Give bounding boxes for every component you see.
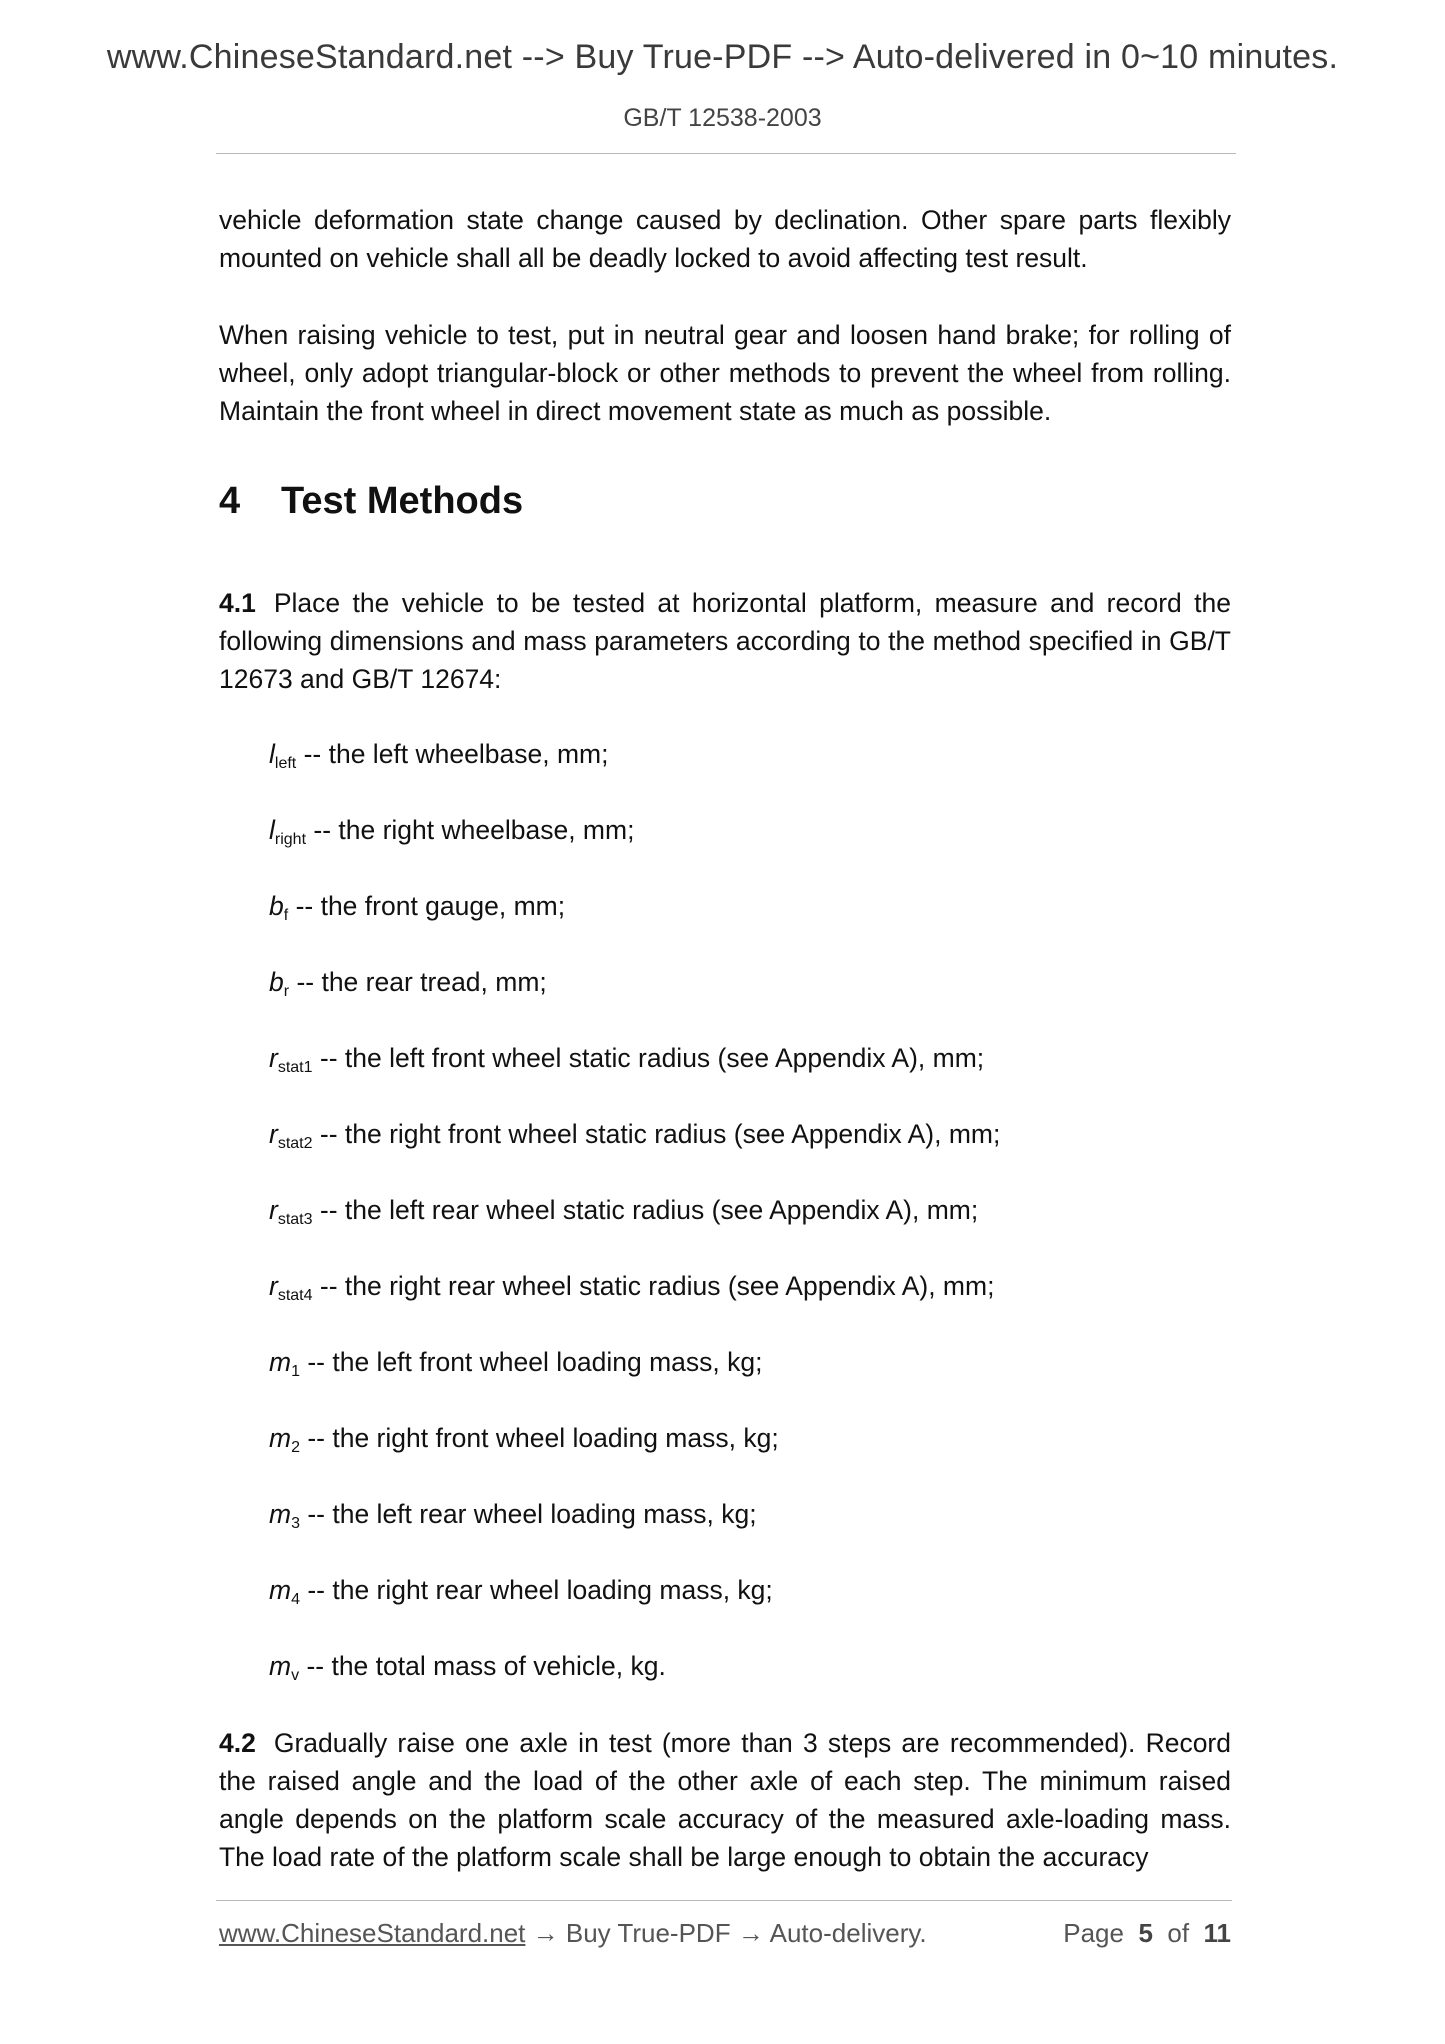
clause-4-1 [219, 584, 1231, 698]
subscript: 4 [291, 1591, 300, 1608]
symbol: r [269, 1043, 278, 1073]
page-indicator [1063, 1918, 1231, 1949]
paragraph-raising-vehicle: When raising vehicle to test, put in neutral gear and loosen hand brake; for rolling of wheel, only adopt triangular-block or other methods to prevent the wheel from rolling. Maintain the front wheel in direct movement state as much as possible. [219, 320, 1231, 426]
subscript: stat3 [277, 1211, 313, 1228]
definition-text: -- the front gauge, mm; [288, 891, 566, 921]
definition-item [269, 1119, 1000, 1153]
page-footer [219, 1918, 1231, 1949]
subscript: f [283, 907, 289, 924]
definition-text: -- the left rear wheel static radius (see Appendix A), mm; [312, 1195, 979, 1225]
symbol: r [269, 1195, 278, 1225]
page-of: of [1167, 1918, 1190, 1948]
symbol: m [269, 1651, 292, 1681]
definition-text: -- the right front wheel loading mass, kg; [299, 1423, 779, 1453]
footer-divider [216, 1900, 1232, 1901]
subscript: v [291, 1667, 300, 1684]
page-total: 11 [1203, 1918, 1231, 1948]
definition-text: -- the left front wheel loading mass, kg; [299, 1347, 763, 1377]
clause-4-2 [219, 1724, 1231, 1876]
symbol: r [269, 1119, 278, 1149]
clause-text: Gradually raise one axle in test (more than 3 steps are recommended). Record the raised angle and the load of the other axle of each step. The minimum raised angle depends on the platform scale accuracy of the measured axle-loading mass. The load rate of the platform scale shall be large enough to obtain the accuracy [219, 1728, 1231, 1872]
subscript: 1 [291, 1363, 300, 1380]
definition-text: -- the rear tread, mm; [289, 967, 547, 997]
paragraph-continuation: vehicle deformation state change caused by declination. Other spare parts flexibly mounted on vehicle shall all be deadly locked to avoid affecting test result. [219, 205, 1231, 273]
symbol: l [269, 815, 275, 845]
subscript: stat1 [277, 1059, 313, 1076]
subscript: r [283, 983, 290, 1000]
symbol: b [269, 891, 284, 921]
subscript: left [274, 755, 297, 772]
subscript: 2 [291, 1439, 300, 1456]
site-banner: www.ChineseStandard.net --> Buy True-PDF --> Auto-delivered in 0~10 minutes. [106, 38, 1339, 76]
subscript: stat4 [277, 1287, 313, 1304]
symbol: r [269, 1271, 278, 1301]
subscript: stat2 [277, 1135, 313, 1152]
arrow-icon: → [737, 1918, 764, 1948]
page-label: Page [1063, 1918, 1124, 1948]
section-heading [219, 480, 523, 523]
definition-item [269, 1423, 779, 1457]
standard-code: GB/T 12538-2003 [623, 104, 822, 132]
definition-item [269, 1347, 762, 1381]
definition-item [269, 1575, 773, 1609]
footer-site-link[interactable]: www.ChineseStandard.net [219, 1918, 526, 1948]
symbol: m [269, 1499, 292, 1529]
page-current: 5 [1138, 1918, 1153, 1948]
subscript: right [274, 831, 307, 848]
symbol: m [269, 1347, 292, 1377]
footer-buy-text: Buy True-PDF [565, 1918, 731, 1948]
definition-item [269, 1271, 994, 1305]
definition-text: -- the right wheelbase, mm; [306, 815, 635, 845]
definition-item [269, 1195, 978, 1229]
definition-item [269, 1499, 757, 1533]
subscript: 3 [291, 1515, 300, 1532]
definition-text: -- the left rear wheel loading mass, kg; [299, 1499, 757, 1529]
clause-number: 4.2 [219, 1728, 256, 1758]
definition-item [269, 967, 547, 1001]
section-number: 4 [219, 480, 241, 522]
definition-item [269, 1651, 666, 1685]
symbol: b [269, 967, 284, 997]
definition-item [269, 815, 634, 849]
definition-text: -- the right rear wheel loading mass, kg; [299, 1575, 773, 1605]
clause-text: Place the vehicle to be tested at horizontal platform, measure and record the following dimensions and mass parameters according to the method specified in GB/T 12673 and GB/T 12674: [219, 588, 1231, 694]
definition-item [269, 891, 565, 925]
definition-item [269, 739, 608, 773]
definition-text: -- the right front wheel static radius (see Appendix A), mm; [312, 1119, 1001, 1149]
symbol: l [269, 739, 275, 769]
definition-text: -- the right rear wheel static radius (see Appendix A), mm; [312, 1271, 995, 1301]
header-divider [216, 153, 1236, 154]
symbol: m [269, 1423, 292, 1453]
symbol: m [269, 1575, 292, 1605]
section-title: Test Methods [281, 480, 524, 522]
definition-text: -- the left front wheel static radius (see Appendix A), mm; [312, 1043, 985, 1073]
definition-text: -- the total mass of vehicle, kg. [299, 1651, 666, 1681]
footer-delivery-text: Auto-delivery. [769, 1918, 927, 1948]
definition-text: -- the left wheelbase, mm; [296, 739, 609, 769]
definition-item [269, 1043, 984, 1077]
arrow-icon: → [532, 1918, 559, 1948]
clause-number: 4.1 [219, 588, 256, 618]
